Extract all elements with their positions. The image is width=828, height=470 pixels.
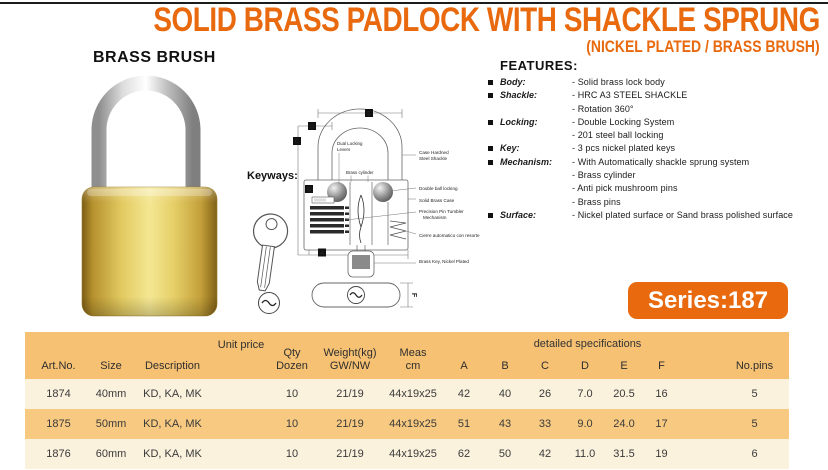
dim-e: E xyxy=(366,111,372,118)
spec-group-header: detailed specifications xyxy=(533,338,642,350)
column-header: Meas cm xyxy=(383,332,443,379)
table-cell: 11.0 xyxy=(565,439,605,469)
feature-name: Shackle: xyxy=(500,90,538,101)
table-cell: 5 xyxy=(680,379,789,409)
table-cell: 21/19 xyxy=(317,439,383,469)
column-header: A xyxy=(443,332,485,379)
column-header: Description xyxy=(130,332,215,379)
callout-pin-tumbler: Precision Pin Tumbler xyxy=(419,209,464,214)
table-cell: 42 xyxy=(525,439,565,469)
feature-value: - Double Locking System xyxy=(572,116,675,127)
callout-shackle-2: Steel Shackle xyxy=(419,156,448,161)
feature-row xyxy=(486,210,828,223)
feature-value: - Brass cylinder xyxy=(572,170,636,181)
table-cell: 62 xyxy=(443,439,485,469)
bullet-square-icon xyxy=(488,120,493,125)
callout-pin-tumbler-2: Mechanism xyxy=(423,215,447,220)
feature-name: Surface: xyxy=(500,209,537,220)
feature-value: - 3 pcs nickel plated keys xyxy=(572,143,676,154)
table-cell: 1875 xyxy=(25,409,92,439)
feature-row xyxy=(486,143,828,156)
bullet-square-icon xyxy=(488,93,493,98)
callout-ball-locking: Double ball locking xyxy=(419,186,458,191)
table-cell: 10 xyxy=(267,379,317,409)
callout-brass-case: Solid Brass Case xyxy=(419,198,455,203)
column-header: B xyxy=(485,332,525,379)
column-header: F xyxy=(643,332,680,379)
table-cell: 42 xyxy=(443,379,485,409)
dim-a: A xyxy=(319,251,325,257)
feature-row xyxy=(486,197,828,210)
lock-body xyxy=(82,187,217,316)
column-header: Weight(kg) GW/NW xyxy=(317,332,383,379)
keyways-label: Keyways: xyxy=(247,170,298,182)
table-cell: 16 xyxy=(643,379,680,409)
dim-c: C xyxy=(294,139,300,146)
table-cell: 10 xyxy=(267,439,317,469)
table-header-row xyxy=(25,332,789,379)
technical-diagram xyxy=(240,85,485,330)
table-cell: 44x19x25 xyxy=(383,409,443,439)
table-cell: KD, KA, MK xyxy=(130,439,215,469)
bottom-view xyxy=(312,283,400,307)
table-cell: 44x19x25 xyxy=(383,379,443,409)
table-cell: 31.5 xyxy=(605,439,643,469)
spec-table xyxy=(25,332,789,469)
table-cell: 60mm xyxy=(92,439,130,469)
feature-row xyxy=(486,90,828,103)
bullet-square-icon xyxy=(488,160,493,165)
right-ball xyxy=(373,182,393,202)
table-cell: 9.0 xyxy=(565,409,605,439)
column-header: Unit price xyxy=(215,332,267,379)
key-illustration xyxy=(245,212,289,293)
column-header: D xyxy=(565,332,605,379)
table-row xyxy=(25,409,789,439)
features-section xyxy=(486,58,828,223)
feature-value: - 201 steel ball locking xyxy=(572,130,664,141)
feature-value: - Brass pins xyxy=(572,196,621,207)
callout-spring: Cierre automatico con resorte xyxy=(419,233,480,238)
table-cell: 20.5 xyxy=(605,379,643,409)
table-cell: 43 xyxy=(485,409,525,439)
label-dual-locking: Dual Locking xyxy=(337,141,363,146)
callout-shackle: Case Hardned xyxy=(419,150,449,155)
feature-name: Body: xyxy=(500,77,526,87)
series-badge: Series:187 xyxy=(628,282,788,319)
feature-name: Locking: xyxy=(500,116,538,127)
feature-value: - Rotation 360° xyxy=(572,103,634,114)
features-list xyxy=(486,77,828,223)
table-cell: 44x19x25 xyxy=(383,439,443,469)
bullet-square-icon xyxy=(488,80,493,85)
table-cell: 50mm xyxy=(92,409,130,439)
feature-value: - Nickel plated surface or Sand brass polished surface xyxy=(572,209,794,220)
feature-row xyxy=(486,170,828,183)
column-header: Qty Dozen xyxy=(267,332,317,379)
dim-b: B xyxy=(306,187,312,194)
table-cell: 40 xyxy=(485,379,525,409)
table-cell: 21/19 xyxy=(317,379,383,409)
dim-f: F xyxy=(410,292,417,298)
finish-label: BRASS BRUSH xyxy=(93,49,216,66)
column-header: No.pins xyxy=(680,332,789,379)
table-cell: 7.0 xyxy=(565,379,605,409)
feature-row xyxy=(486,183,828,196)
keyway-profile-icon xyxy=(259,293,280,314)
table-cell: 21/19 xyxy=(317,409,383,439)
feature-row xyxy=(486,157,828,170)
feature-name: Mechanism: xyxy=(500,156,553,167)
column-header: Art.No. xyxy=(25,332,92,379)
label-brass-cylinder: Brass cylinder xyxy=(346,170,374,175)
feature-row xyxy=(486,117,828,130)
bullet-square-icon xyxy=(488,213,493,218)
feature-value: - HRC A3 STEEL SHACKLE xyxy=(572,90,688,101)
label-dual-locking-2: Levers xyxy=(337,147,351,152)
table-cell: 1876 xyxy=(25,439,92,469)
page-title: SOLID BRASS PADLOCK WITH SHACKLE SPRUNG xyxy=(153,1,820,39)
table-row xyxy=(25,379,789,409)
feature-value: - With Automatically shackle sprung system xyxy=(572,156,750,167)
table-cell: KD, KA, MK xyxy=(130,409,215,439)
dim-d: D xyxy=(309,124,315,131)
table-cell: 33 xyxy=(525,409,565,439)
table-cell: 6 xyxy=(680,439,789,469)
feature-row xyxy=(486,130,828,143)
table-cell xyxy=(215,439,267,469)
table-cell: 26 xyxy=(525,379,565,409)
table-cell: 51 xyxy=(443,409,485,439)
table-cell: 19 xyxy=(643,439,680,469)
feature-row xyxy=(486,104,828,117)
table-cell: 50 xyxy=(485,439,525,469)
feature-value: - Anti pick mushroom pins xyxy=(572,183,678,194)
feature-value: - Solid brass lock body xyxy=(572,77,665,87)
table-cell xyxy=(215,409,267,439)
feature-row xyxy=(486,77,828,90)
table-cell: 40mm xyxy=(92,379,130,409)
column-header: Size xyxy=(92,332,130,379)
column-header: E xyxy=(605,332,643,379)
cross-section-outline xyxy=(304,109,408,250)
table-cell: 5 xyxy=(680,409,789,439)
table-cell: 24.0 xyxy=(605,409,643,439)
table-cell xyxy=(215,379,267,409)
table-cell: 17 xyxy=(643,409,680,439)
feature-name: Key: xyxy=(500,143,520,154)
table-cell: KD, KA, MK xyxy=(130,379,215,409)
table-cell: 1874 xyxy=(25,379,92,409)
table-cell: 10 xyxy=(267,409,317,439)
table-row xyxy=(25,439,789,469)
bullet-square-icon xyxy=(488,146,493,151)
column-header: C xyxy=(525,332,565,379)
padlock-photo xyxy=(75,68,235,323)
callout-key: Brass Key, Nickel Plated xyxy=(419,259,469,264)
features-heading: FEATURES: xyxy=(500,58,578,73)
page-subtitle: (NICKEL PLATED / BRASS BRUSH) xyxy=(586,37,820,56)
